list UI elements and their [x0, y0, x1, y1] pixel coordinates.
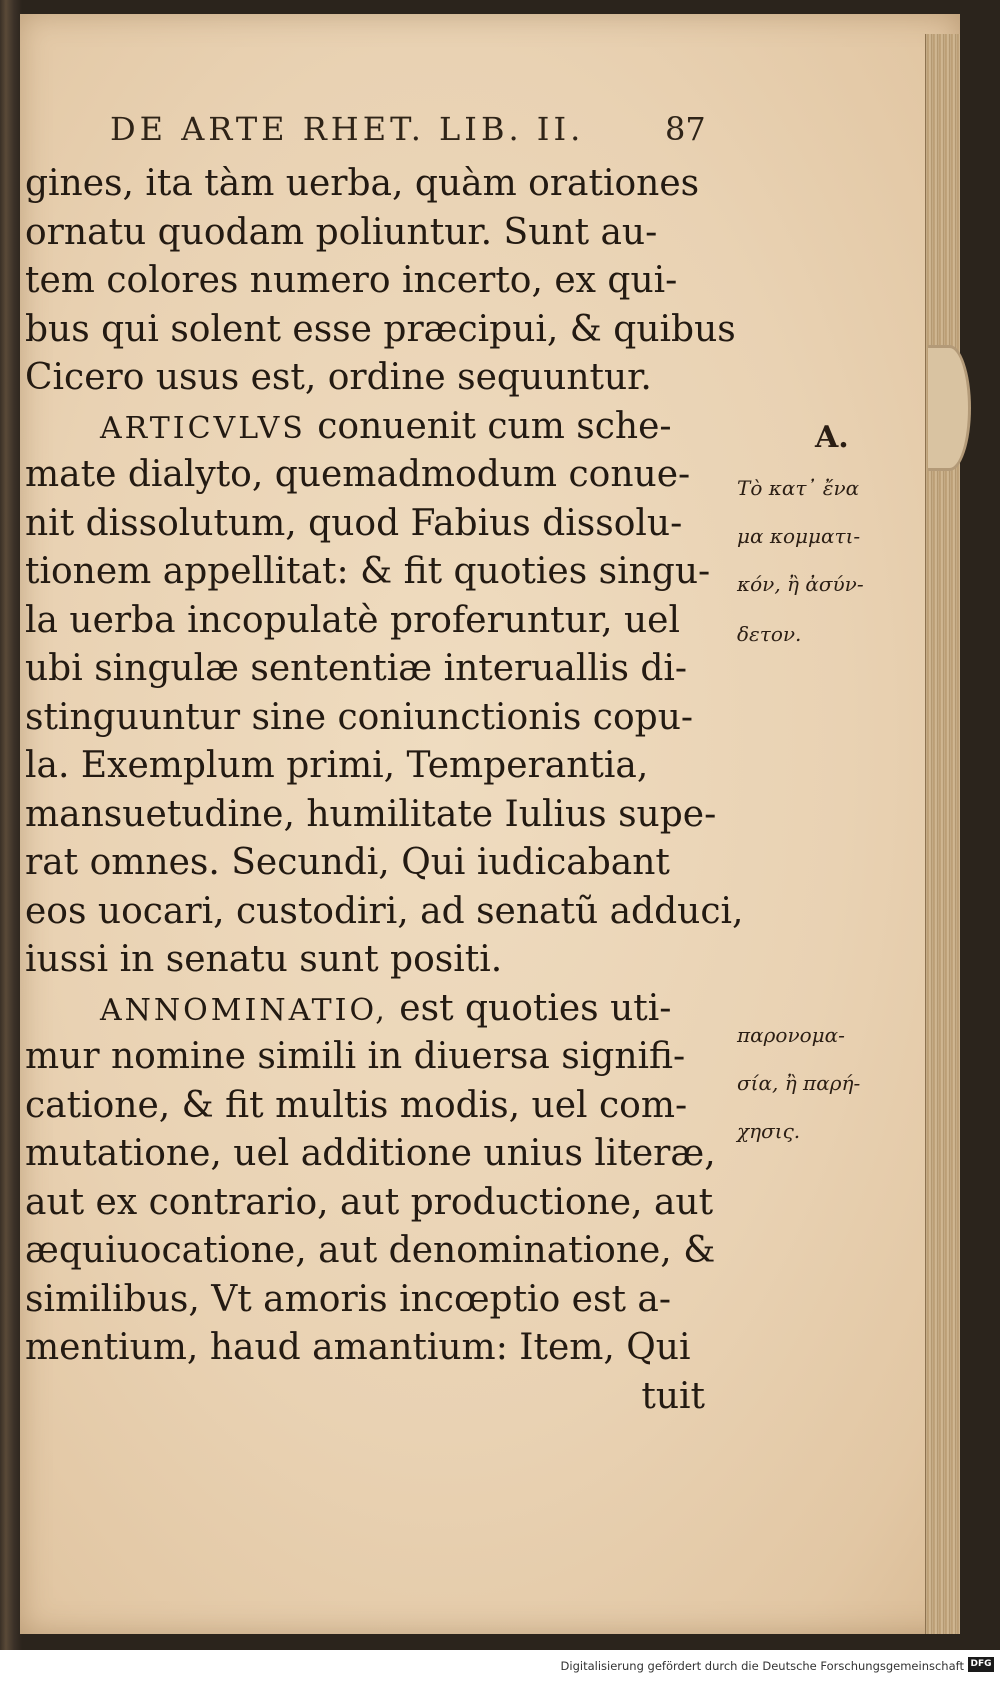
- text-line: Cicero usus est, ordine sequuntur.: [25, 357, 652, 398]
- text-line: tem colores numero incerto, ex qui-: [25, 260, 678, 301]
- paragraph-articulus-start: [25, 403, 745, 452]
- text-line: mur nomine simili in diuersa signifi-: [25, 1036, 686, 1077]
- marginal-note-greek: Τὸ κατ᾽ ἔνα: [737, 476, 860, 500]
- articulus-line-rest: conuenit cum sche-: [305, 405, 672, 447]
- paragraph-annominatio-start: [25, 985, 745, 1034]
- marginal-note-greek: παρονομα-: [737, 1023, 845, 1047]
- marginal-note-greek: κόν, ἢ ἀσύν-: [737, 572, 864, 596]
- digitization-footer: [0, 1650, 1000, 1681]
- text-line: rat omnes. Secundi, Qui iudicabant: [25, 842, 670, 883]
- text-line: gines, ita tàm uerba, quàm orationes: [25, 163, 700, 204]
- marginal-note-greek: χησις.: [737, 1119, 801, 1143]
- marginal-note-greek: δετον.: [737, 622, 802, 646]
- text-line: mutatione, uel additione unius literæ,: [25, 1133, 716, 1174]
- text-line: similibus, Vt amoris incœptio est a-: [25, 1278, 671, 1320]
- main-text-block: [25, 160, 745, 1421]
- marginal-note-greek: σία, ἢ παρή-: [737, 1071, 861, 1095]
- text-line: la uerba incopulatè proferuntur, uel: [25, 599, 680, 641]
- text-line: eos uocari, custodiri, ad senatũ adduci,: [25, 890, 744, 932]
- running-head: [110, 110, 710, 148]
- page-number: 87: [665, 110, 706, 148]
- text-line: mentium, haud amantium: Item, Qui: [25, 1327, 691, 1368]
- text-line: catione, & fit multis modis, uel com-: [25, 1084, 688, 1126]
- text-line: aut ex contrario, aut productione, aut: [25, 1181, 714, 1223]
- text-line: tionem appellitat: & fit quoties singu-: [25, 551, 711, 592]
- text-line: bus qui solent esse præcipui, & quibus: [25, 308, 736, 350]
- text-line: æquiuocatione, aut denominatione, &: [25, 1230, 716, 1271]
- text-line: la. Exemplum primi, Temperantia,: [25, 745, 649, 786]
- thumb-tab: [928, 345, 971, 471]
- text-line: nit dissolutum, quod Fabius dissolu-: [25, 502, 683, 544]
- annominatio-line-rest: est quoties uti-: [387, 987, 672, 1029]
- text-line: iussi in senatu sunt positi.: [25, 939, 503, 980]
- marginal-note-greek: μα κομματι-: [737, 524, 861, 548]
- dfg-logo: DFG: [968, 1657, 994, 1672]
- articulus-keyword: ARTICVLVS: [100, 410, 306, 446]
- text-line: ornatu quodam poliuntur. Sunt au-: [25, 211, 658, 253]
- text-line: ubi singulæ sententiæ interuallis di-: [25, 648, 688, 689]
- marginal-letter-a: A.: [815, 420, 849, 455]
- text-line: mansuetudine, humilitate Iulius supe-: [25, 793, 717, 835]
- page-stack-edge: [925, 34, 960, 1634]
- text-line: stinguuntur sine coniunctionis copu-: [25, 696, 694, 738]
- running-head-title: DE ARTE RHET. LIB. II.: [110, 110, 585, 148]
- catchword: tuit: [641, 1375, 705, 1417]
- text-line: mate dialyto, quemadmodum conue-: [25, 454, 691, 495]
- footer-credit: Digitalisierung gefördert durch die Deutsche Forschungsgemeinschaft: [560, 1659, 964, 1673]
- annominatio-keyword: ANNOMINATIO,: [100, 992, 388, 1028]
